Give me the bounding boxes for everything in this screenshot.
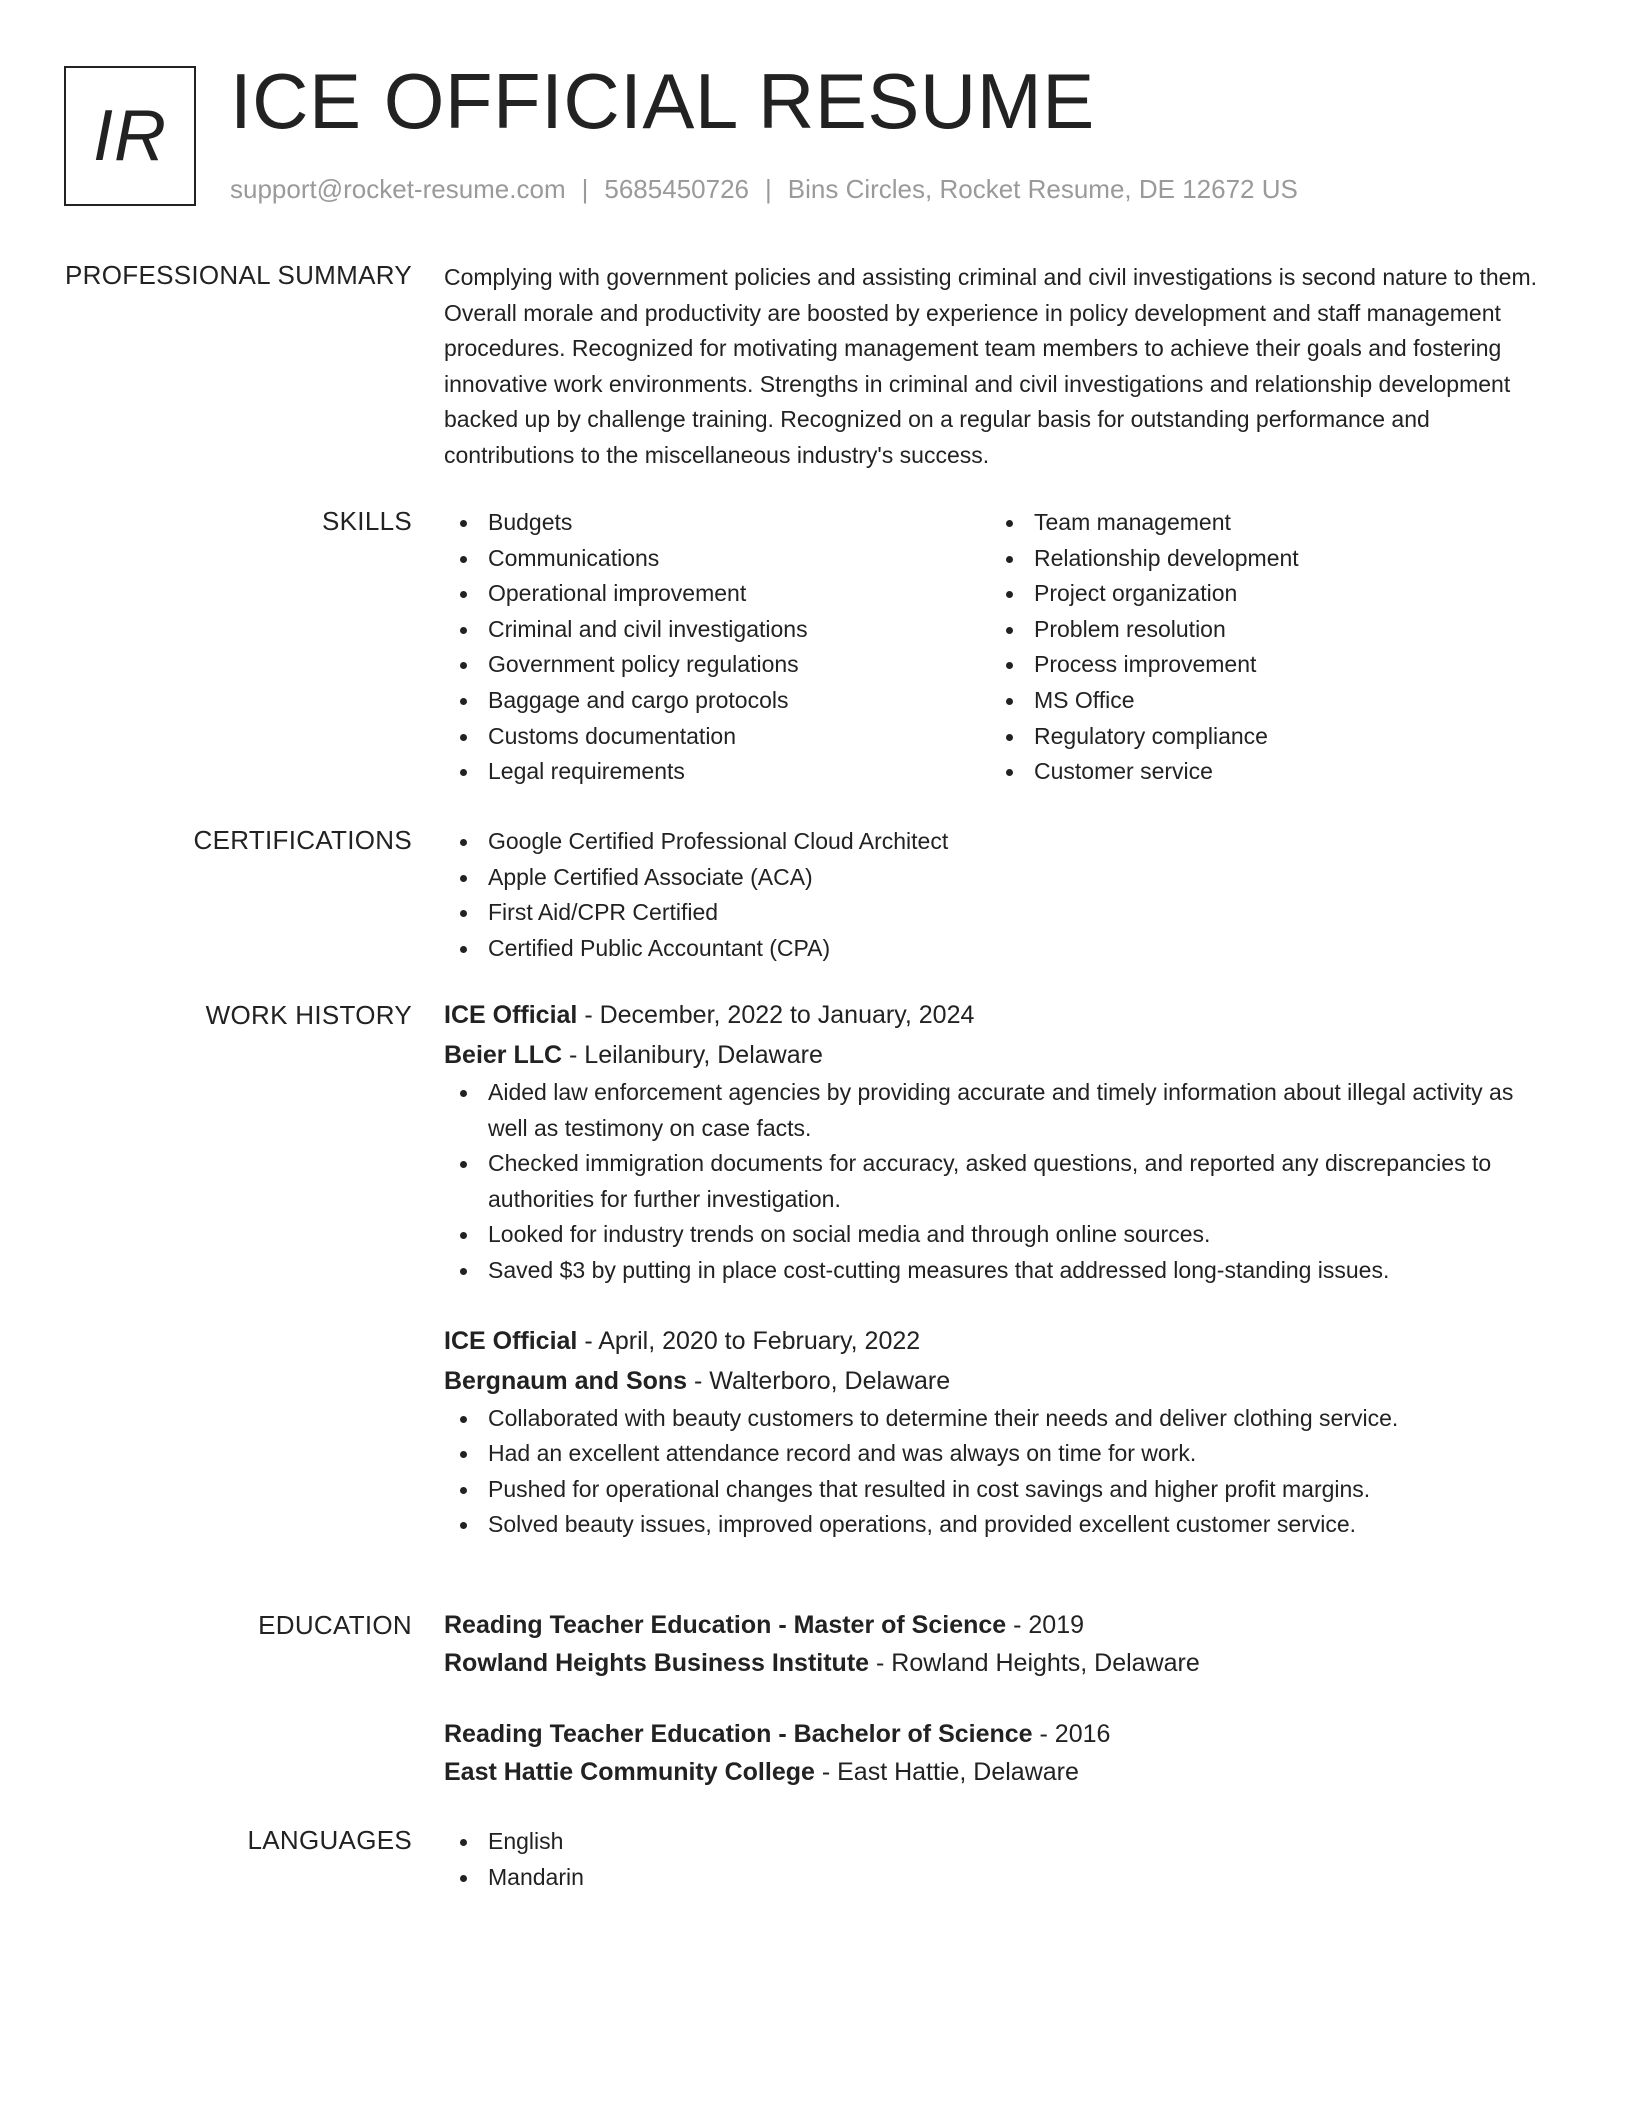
certifications-list [444,824,1540,966]
job-company-line [444,1035,1540,1075]
contact-separator: | [581,174,589,204]
job-title: ICE Official [444,1001,578,1029]
summary-text: Complying with government policies and assisting criminal and civil investigations is second nature to them. Overall morale and productivity are boosted by experience in policy development and staff management procedures. Recognized for motivating management team members to achieve their goals and fostering innovative work environments. Strengths in criminal and civil investigations and relationship development backed up by challenge training. Recognized on a regular basis for outstanding performance and contributions to the miscellaneous industry's success. [444,264,1538,468]
summary-heading: PROFESSIONAL SUMMARY [65,260,412,290]
education-year: - 2019 [1006,1611,1085,1639]
contact-email: support@rocket-resume.com [230,174,566,204]
skill-item: Relationship development [990,541,1536,577]
certifications-body [444,824,1540,966]
skill-item: Operational improvement [444,576,990,612]
education-heading: EDUCATION [258,1610,412,1640]
job-duty-item: Aided law enforcement agencies by providing accurate and timely information about illegal activity as well as testimony on case facts. [444,1075,1540,1146]
contact-phone: 5685450726 [604,174,749,204]
education-degree: Reading Teacher Education - Master of Science [444,1611,1007,1639]
job-company-line [444,1361,1540,1401]
skill-item: Project organization [990,576,1536,612]
certification-item: Apple Certified Associate (ACA) [444,860,1540,896]
skill-item: Problem resolution [990,612,1536,648]
job-title: ICE Official [444,1326,578,1355]
skill-item: Budgets [444,505,990,541]
education-body [444,1606,1540,1791]
summary-body [444,260,1540,474]
job-duty-item: Saved $3 by putting in place cost-cutting measures that addressed long-standing issues. [444,1253,1540,1289]
education-entry [444,1606,1540,1682]
languages-heading: LANGUAGES [247,1825,412,1855]
education-location: - East Hattie, Delaware [814,1758,1079,1786]
language-item: English [444,1824,1540,1860]
job-duty-item: Solved beauty issues, improved operations, and provided excellent customer service. [444,1507,1540,1543]
job-title-line [444,995,1540,1035]
contact-line [230,172,1298,206]
job-duty-item: Looked for industry trends on social media and through online sources. [444,1217,1540,1253]
job-company: Beier LLC [444,1041,563,1069]
education-year: - 2016 [1032,1720,1111,1748]
skill-item: Regulatory compliance [990,719,1536,755]
monogram-text: IR [93,96,167,176]
monogram-badge [64,66,196,206]
skill-item: Communications [444,541,990,577]
languages-body [444,1824,1540,1895]
education-school: Rowland Heights Business Institute [444,1649,870,1677]
job-duty-item: Checked immigration documents for accuracy, asked questions, and reported any discrepancies to authorities for further investigation. [444,1146,1540,1217]
job-dates: - December, 2022 to January, 2024 [577,1001,975,1029]
certifications-heading: CERTIFICATIONS [193,825,412,855]
contact-separator: | [765,174,772,204]
certification-item: Google Certified Professional Cloud Architect [444,824,1540,860]
job-duty-item: Collaborated with beauty customers to determine their needs and deliver clothing service. [444,1401,1540,1437]
education-degree: Reading Teacher Education - Bachelor of Science [444,1720,1033,1748]
job-duty-item: Pushed for operational changes that resulted in cost savings and higher profit margins. [444,1472,1540,1508]
skill-item: Criminal and civil investigations [444,612,990,648]
job-dates: - April, 2020 to February, 2022 [577,1326,921,1355]
skill-item: Team management [990,505,1536,541]
work-history-body [444,995,1540,1543]
skills-columns [444,505,1540,790]
education-entry [444,1715,1540,1791]
certification-item: First Aid/CPR Certified [444,895,1540,931]
job-duty-item: Had an excellent attendance record and was always on time for work. [444,1436,1540,1472]
job-location: - Walterboro, Delaware [687,1366,951,1395]
skill-item: Government policy regulations [444,647,990,683]
skill-item: Customs documentation [444,719,990,755]
certification-item: Certified Public Accountant (CPA) [444,931,1540,967]
skills-list-right [990,505,1536,790]
education-location: - Rowland Heights, Delaware [869,1649,1200,1677]
language-item: Mandarin [444,1860,1540,1896]
job-entry [444,1321,1540,1543]
job-duties-list [444,1075,1540,1289]
languages-list [444,1824,1540,1895]
education-degree-line [444,1606,1540,1644]
skills-list-left [444,505,990,790]
education-school-line [444,1753,1540,1791]
skill-item: Baggage and cargo protocols [444,683,990,719]
education-school: East Hattie Community College [444,1758,815,1786]
contact-address: Bins Circles, Rocket Resume, DE 12672 US [787,174,1298,204]
job-location: - Leilanibury, Delaware [562,1041,823,1069]
skill-item: Process improvement [990,647,1536,683]
education-degree-line [444,1715,1540,1753]
skill-item: Legal requirements [444,754,990,790]
skill-item: Customer service [990,754,1536,790]
skills-heading: SKILLS [322,506,412,536]
job-duties-list [444,1401,1540,1543]
job-title-line [444,1321,1540,1361]
job-entry [444,995,1540,1289]
education-school-line [444,1644,1540,1682]
work-history-heading: WORK HISTORY [205,1000,412,1030]
skill-item: MS Office [990,683,1536,719]
resume-title: ICE OFFICIAL RESUME [230,57,1095,145]
job-company: Bergnaum and Sons [444,1366,688,1395]
